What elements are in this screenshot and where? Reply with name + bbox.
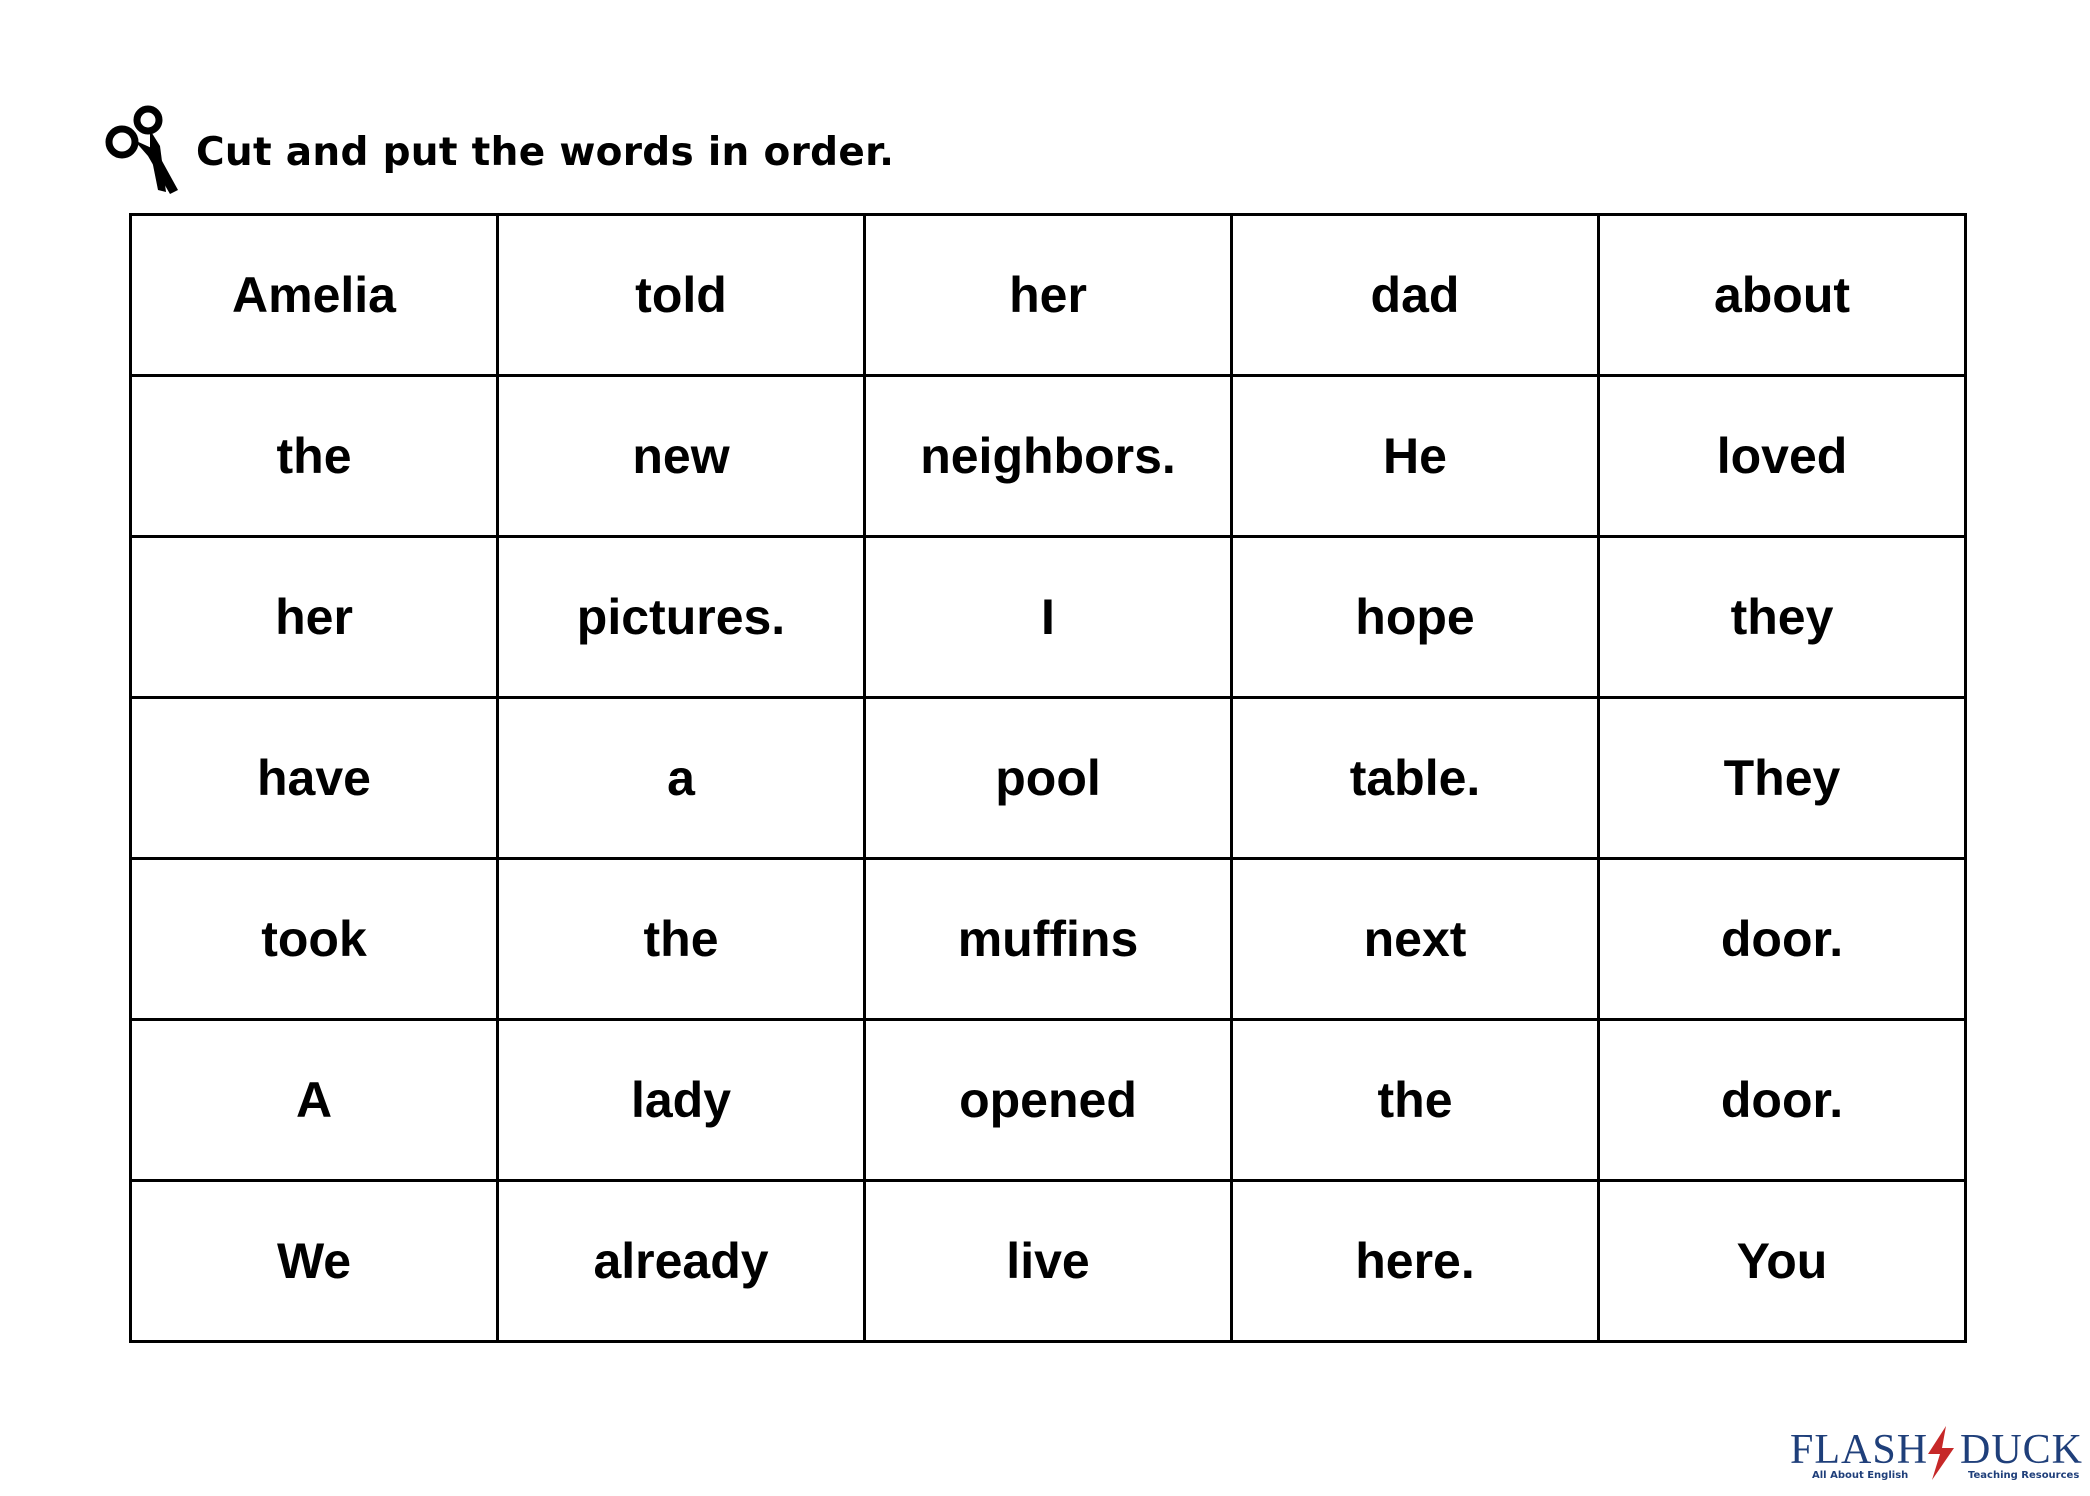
word-card: live [865, 1181, 1232, 1342]
word-card: I [865, 537, 1232, 698]
word-row [131, 376, 1966, 537]
word-card: door. [1599, 859, 1966, 1020]
scissors-icon [104, 104, 184, 200]
logo-word-flash: FLASH [1790, 1427, 1929, 1473]
word-card: muffins [865, 859, 1232, 1020]
logo-word-duck: DUCK [1960, 1427, 2084, 1473]
word-card: her [131, 537, 498, 698]
word-card-grid [129, 213, 1967, 1343]
word-card: loved [1599, 376, 1966, 537]
lightning-bolt-icon [1916, 1424, 1964, 1482]
word-card: already [498, 1181, 865, 1342]
word-card: the [131, 376, 498, 537]
word-card: a [498, 698, 865, 859]
word-card: pool [865, 698, 1232, 859]
word-row [131, 1020, 1966, 1181]
word-card: You [1599, 1181, 1966, 1342]
word-card: lady [498, 1020, 865, 1181]
word-card: have [131, 698, 498, 859]
word-card: door. [1599, 1020, 1966, 1181]
word-card: told [498, 215, 865, 376]
word-card: about [1599, 215, 1966, 376]
logo-tagline-right: Teaching Resources [1968, 1470, 2080, 1481]
word-row [131, 1181, 1966, 1342]
word-card: next [1232, 859, 1599, 1020]
word-card: We [131, 1181, 498, 1342]
worksheet-header [104, 104, 894, 200]
word-card: here. [1232, 1181, 1599, 1342]
word-card: table. [1232, 698, 1599, 859]
instruction-text: Cut and put the words in order. [196, 129, 895, 175]
word-card: her [865, 215, 1232, 376]
word-card: They [1599, 698, 1966, 859]
word-card: new [498, 376, 865, 537]
word-card: the [498, 859, 865, 1020]
word-card: hope [1232, 537, 1599, 698]
word-row [131, 215, 1966, 376]
logo-tagline-left: All About English [1812, 1470, 1909, 1481]
flashduck-logo [1790, 1424, 2084, 1484]
word-card: neighbors. [865, 376, 1232, 537]
word-card: opened [865, 1020, 1232, 1181]
word-row [131, 698, 1966, 859]
word-card: dad [1232, 215, 1599, 376]
word-card: the [1232, 1020, 1599, 1181]
word-card: pictures. [498, 537, 865, 698]
word-row [131, 859, 1966, 1020]
word-card: they [1599, 537, 1966, 698]
word-card: He [1232, 376, 1599, 537]
word-card: A [131, 1020, 498, 1181]
word-card: Amelia [131, 215, 498, 376]
word-row [131, 537, 1966, 698]
word-card: took [131, 859, 498, 1020]
